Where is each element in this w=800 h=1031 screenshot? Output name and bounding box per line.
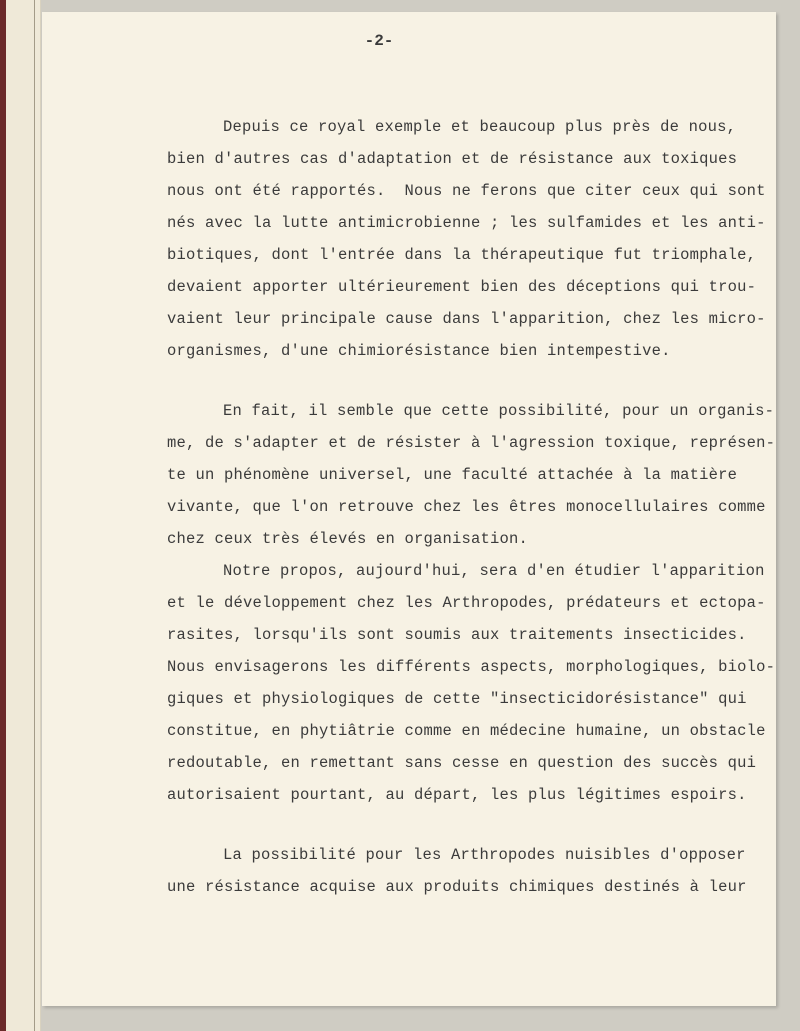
- text-line: me, de s'adapter et de résister à l'agression toxique, représen-: [167, 434, 776, 452]
- text-line: et le développement chez les Arthropodes, prédateurs et ectopa-: [167, 594, 766, 612]
- text-line: devaient apporter ultérieurement bien des déceptions qui trou-: [167, 278, 757, 296]
- text-line: giques et physiologiques de cette "insecticidorésistance" qui: [167, 690, 747, 708]
- text-line: Notre propos, aujourd'hui, sera d'en étudier l'apparition: [223, 562, 765, 580]
- text-line: te un phénomène universel, une faculté attachée à la matière: [167, 466, 738, 484]
- sheet-fold-line: [34, 0, 35, 1031]
- page-number: -2-: [364, 32, 394, 50]
- text-line: Nous envisagerons les différents aspects, morphologiques, biolo-: [167, 658, 776, 676]
- text-line: vaient leur principale cause dans l'apparition, chez les micro-: [167, 310, 766, 328]
- text-line: chez ceux très élevés en organisation.: [167, 530, 529, 548]
- previous-sheet-edge: [6, 0, 41, 1031]
- text-line: constitue, en phytiâtrie comme en médecine humaine, un obstacle: [167, 722, 766, 740]
- text-line: nous ont été rapportés. Nous ne ferons que citer ceux qui sont: [167, 182, 766, 200]
- text-line: autorisaient pourtant, au départ, les plus légitimes espoirs.: [167, 786, 747, 804]
- text-line: bien d'autres cas d'adaptation et de résistance aux toxiques: [167, 150, 738, 168]
- text-line: organismes, d'une chimiorésistance bien intempestive.: [167, 342, 671, 360]
- text-line: La possibilité pour les Arthropodes nuisibles d'opposer: [223, 846, 746, 864]
- text-line: biotiques, dont l'entrée dans la thérapeutique fut triomphale,: [167, 246, 757, 264]
- text-line: vivante, que l'on retrouve chez les êtres monocellulaires comme: [167, 498, 766, 516]
- text-line: rasites, lorsqu'ils sont soumis aux traitements insecticides.: [167, 626, 747, 644]
- text-line: nés avec la lutte antimicrobienne ; les sulfamides et les anti-: [167, 214, 766, 232]
- document-page: [42, 12, 776, 1006]
- text-line: redoutable, en remettant sans cesse en question des succès qui: [167, 754, 757, 772]
- text-line: En fait, il semble que cette possibilité, pour un organis-: [223, 402, 775, 420]
- text-line: Depuis ce royal exemple et beaucoup plus près de nous,: [223, 118, 737, 136]
- text-line: une résistance acquise aux produits chimiques destinés à leur: [167, 878, 747, 896]
